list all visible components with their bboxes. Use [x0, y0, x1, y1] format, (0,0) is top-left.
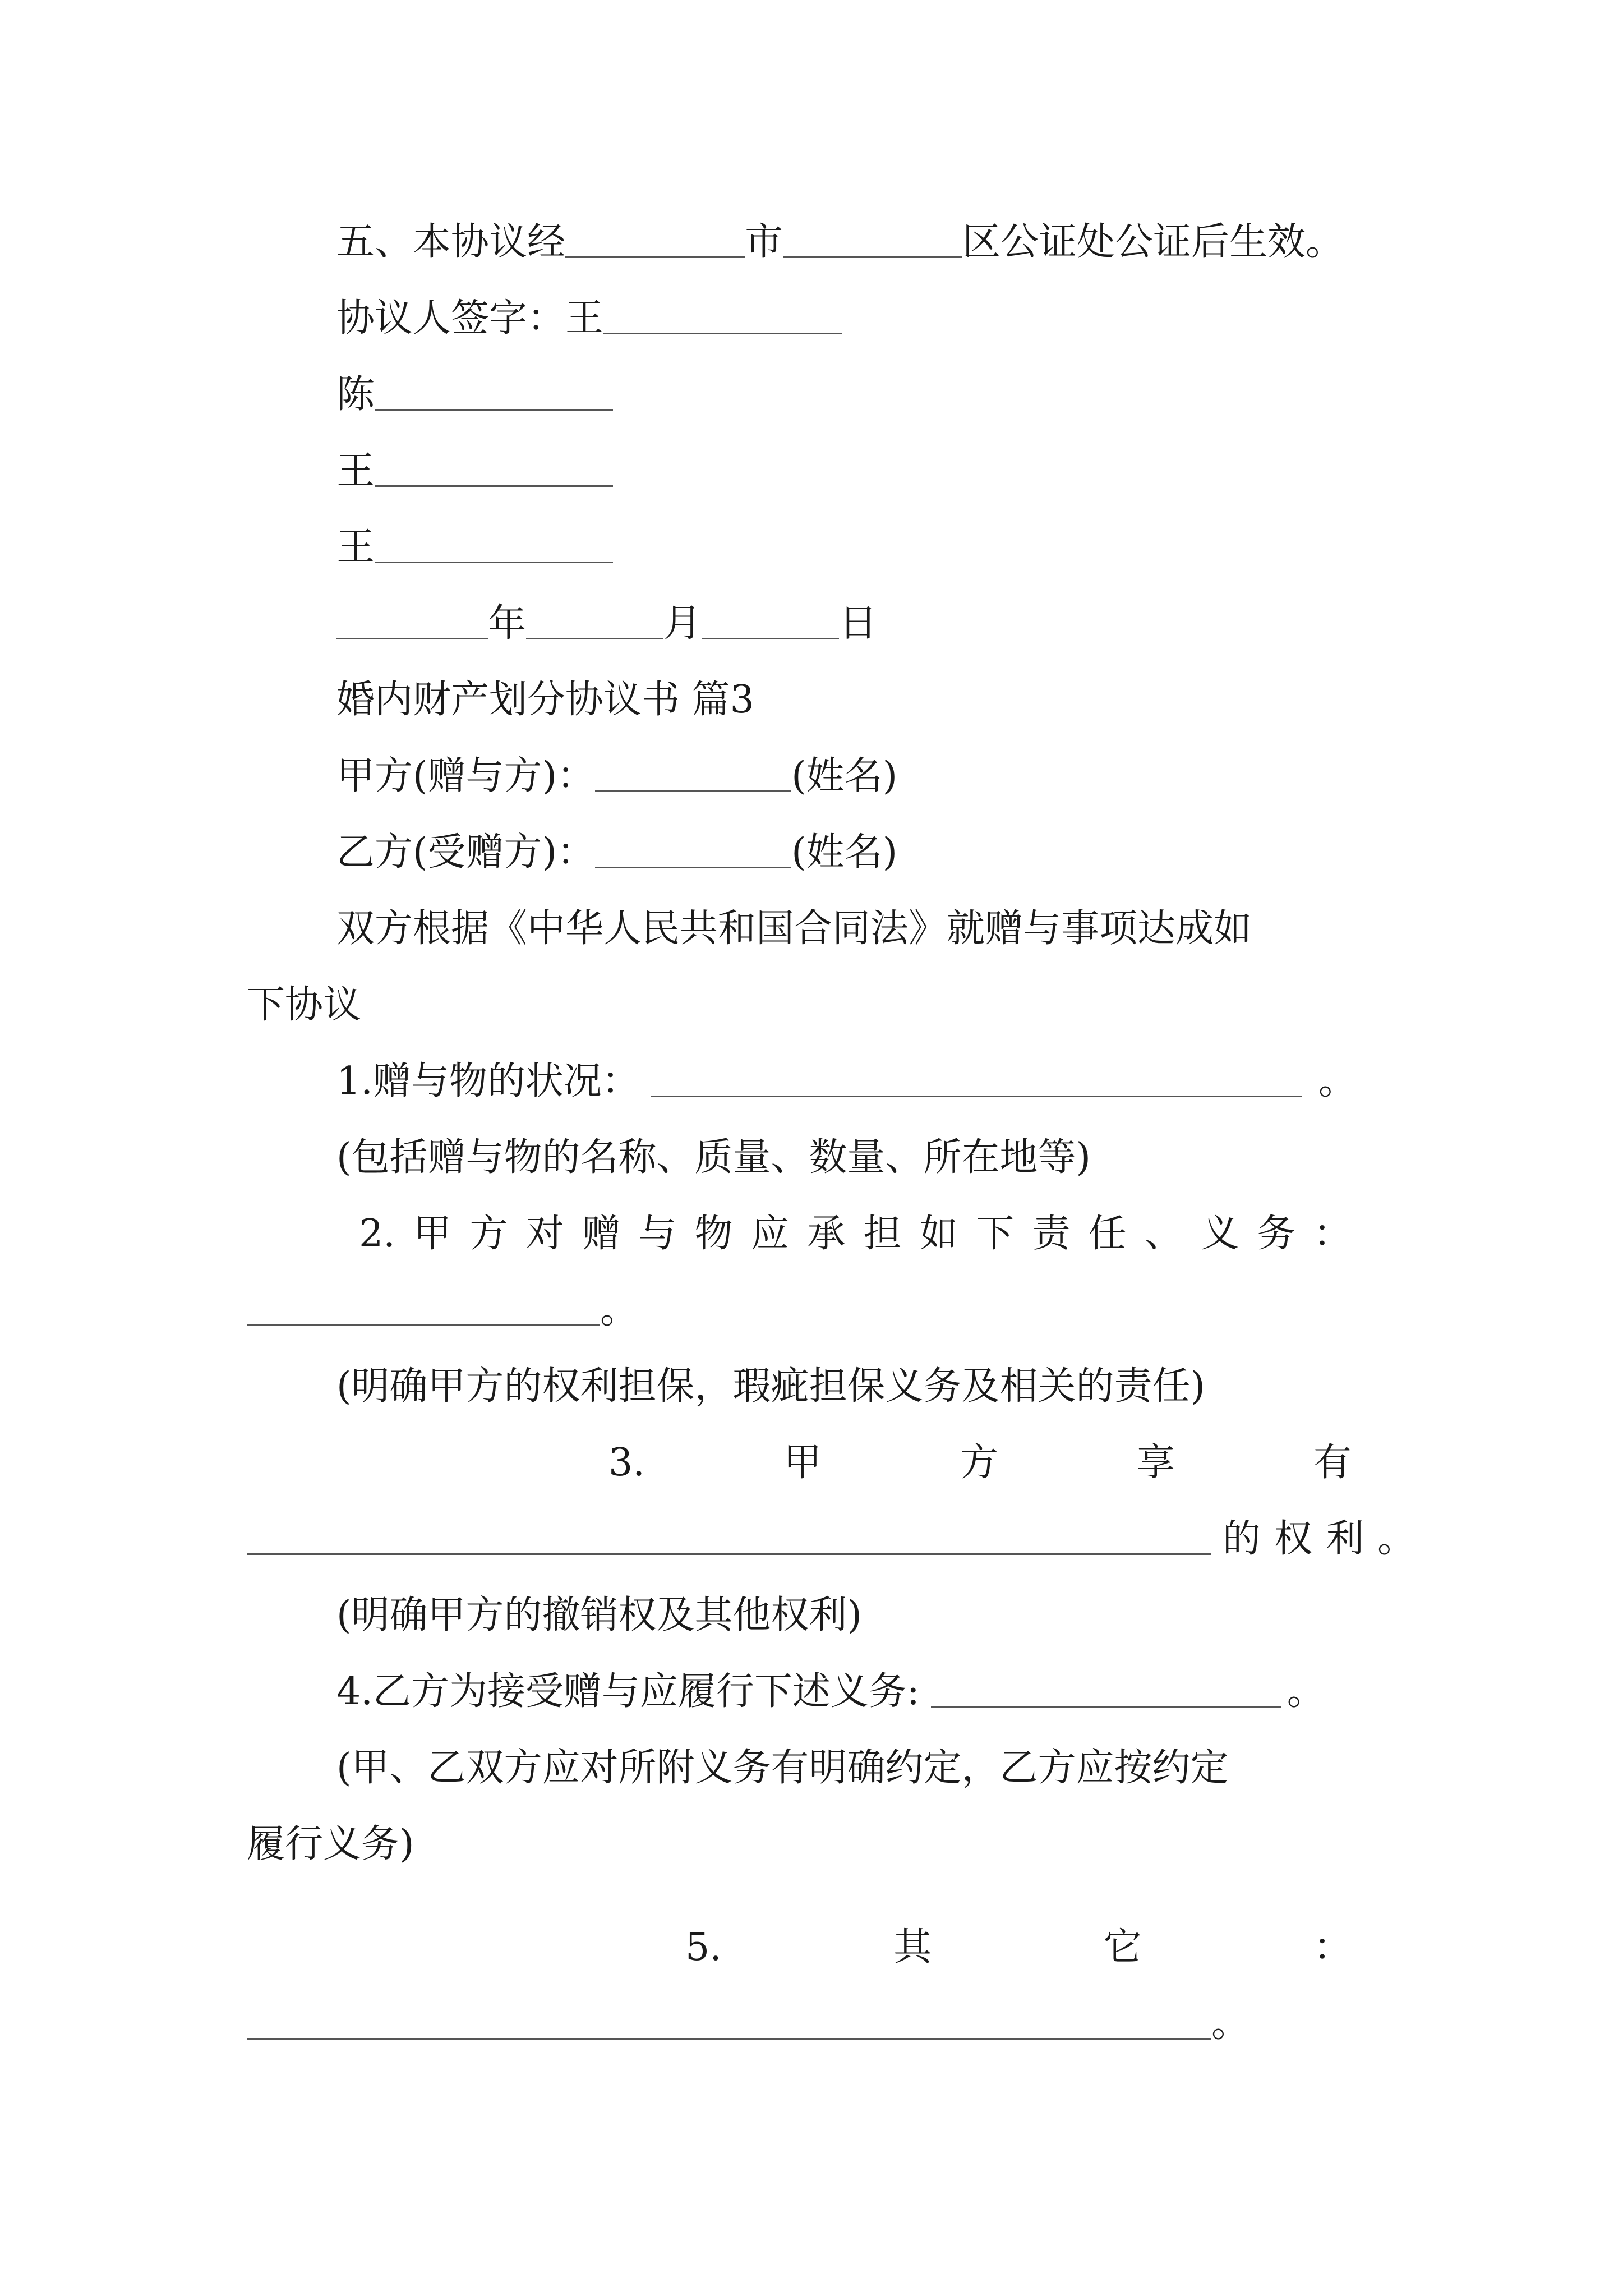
month-blank[interactable]: [526, 638, 663, 639]
item-3-blank-line: [247, 1506, 1429, 1573]
item-1-label: 1.赠与物的状况：: [336, 1059, 640, 1103]
item-2-word: 2.: [359, 1212, 395, 1256]
intro-line-2: [247, 972, 361, 1039]
year-blank[interactable]: [336, 638, 488, 639]
item-2-end: 。: [600, 1288, 639, 1332]
item-3-word: 3.: [608, 1441, 645, 1485]
item-4-note-line-1: [336, 1734, 1229, 1802]
item-3-line: [608, 1429, 1352, 1497]
item-3-word: 方: [960, 1441, 998, 1485]
signature-blank-wang[interactable]: [603, 333, 842, 334]
item-1-line: [336, 1048, 1357, 1115]
item-4-blank[interactable]: [931, 1706, 1281, 1708]
item-2-word: 、: [1145, 1212, 1183, 1256]
signature-line-wang: [336, 285, 842, 352]
item-5-blank-line: [247, 1990, 1249, 2058]
item-2-word: 承: [807, 1212, 846, 1256]
year-label: 年: [488, 601, 527, 646]
item-2-word: 责: [1032, 1212, 1071, 1256]
clause-5-tail: 区公证处公证后生效。: [962, 220, 1344, 264]
item-2-word: 任: [1088, 1212, 1127, 1256]
item-2-word: 下: [976, 1212, 1015, 1256]
item-5-word: ：: [1313, 1925, 1352, 1970]
item-2-word: 对: [525, 1212, 564, 1256]
day-blank[interactable]: [702, 638, 839, 639]
clause-5-line: [336, 209, 1344, 276]
intro-line-1: [336, 895, 1252, 963]
city-label: 市: [745, 220, 783, 264]
item-1-end: 。: [1318, 1059, 1357, 1103]
item-5-blank[interactable]: [247, 2038, 1211, 2040]
signature-name-chen: 陈: [336, 372, 375, 417]
intro-text-2: 下协议: [247, 983, 362, 1027]
date-line: [336, 590, 877, 657]
item-3-note-line: [336, 1582, 862, 1649]
item-5-line: [685, 1914, 1352, 1981]
item-2-word: 物: [694, 1212, 733, 1256]
district-blank[interactable]: [783, 256, 962, 258]
section-heading-text: 婚内财产划分协议书 篇3: [336, 678, 754, 722]
item-2-word: 务: [1257, 1212, 1295, 1256]
item-2-word: 如: [919, 1212, 958, 1256]
item-2-word: 赠: [582, 1212, 621, 1256]
item-4-note-2: 履行义务): [247, 1822, 414, 1866]
party-a-label: 甲方(赠与方)：: [336, 754, 596, 798]
item-3-word: 享: [1136, 1441, 1175, 1485]
party-a-name-blank[interactable]: [595, 790, 791, 792]
signature-blank-wang-3[interactable]: [375, 562, 613, 563]
item-3-end: 的权利。: [1223, 1517, 1430, 1561]
item-2-word: 甲: [413, 1212, 452, 1256]
section-heading: [336, 666, 754, 734]
item-2-word: 义: [1201, 1212, 1239, 1256]
party-a-suffix: (姓名): [791, 754, 898, 798]
signature-line-wang-2: [336, 438, 613, 505]
party-b-label: 乙方(受赠方)：: [336, 830, 596, 875]
day-label: 日: [839, 601, 878, 646]
item-3-note: (明确甲方的撤销权及其他权利): [336, 1593, 863, 1637]
item-4-end: 。: [1287, 1669, 1325, 1714]
item-2-blank-line: [247, 1277, 638, 1344]
item-4-note-1: (甲、乙双方应对所附义务有明确约定，乙方应按约定: [336, 1746, 1229, 1790]
item-3-blank[interactable]: [247, 1553, 1211, 1555]
intro-text-1: 双方根据《中华人民共和国合同法》就赠与事项达成如: [336, 907, 1252, 951]
item-4-line: [336, 1658, 1325, 1726]
item-2-note-line: [336, 1353, 1205, 1420]
item-5-word: 其: [893, 1925, 932, 1970]
item-3-word: 甲: [783, 1441, 822, 1485]
item-1-note-line: [336, 1124, 1091, 1191]
party-b-line: [336, 819, 897, 886]
signature-blank-wang-2[interactable]: [375, 485, 613, 487]
item-2-blank[interactable]: [247, 1324, 600, 1326]
item-2-word: 应: [750, 1212, 789, 1256]
item-2-word: 与: [638, 1212, 677, 1256]
item-2-word: 担: [863, 1212, 902, 1256]
signature-name-wang-2: 王: [336, 449, 375, 493]
signature-name-wang-3: 王: [336, 525, 375, 569]
signature-line-wang-3: [336, 514, 613, 581]
item-5-word: 5.: [685, 1925, 722, 1970]
month-label: 月: [663, 601, 702, 646]
city-blank[interactable]: [565, 256, 745, 258]
item-2-line: [359, 1200, 1352, 1268]
item-5-word: 它: [1103, 1925, 1142, 1970]
item-4-label: 4.乙方为接受赠与应履行下述义务:: [336, 1669, 920, 1714]
signature-label: 协议人签字：王: [336, 296, 604, 341]
party-a-line: [336, 743, 897, 810]
signature-line-chen: [336, 361, 613, 429]
party-b-suffix: (姓名): [791, 830, 898, 875]
item-2-word: ：: [1313, 1212, 1352, 1256]
item-2-word: 方: [469, 1212, 508, 1256]
item-1-blank[interactable]: [651, 1096, 1302, 1097]
party-b-name-blank[interactable]: [595, 867, 791, 868]
item-4-note-line-2: [247, 1811, 414, 1878]
item-1-note: (包括赠与物的名称、质量、数量、所在地等): [336, 1135, 1091, 1180]
clause-5-text: 五、本协议经: [336, 220, 566, 264]
item-2-note: (明确甲方的权利担保，瑕疵担保义务及相关的责任): [336, 1364, 1206, 1409]
signature-blank-chen[interactable]: [375, 409, 613, 411]
item-3-word: 有: [1313, 1441, 1352, 1485]
item-5-end: 。: [1211, 2001, 1250, 2046]
